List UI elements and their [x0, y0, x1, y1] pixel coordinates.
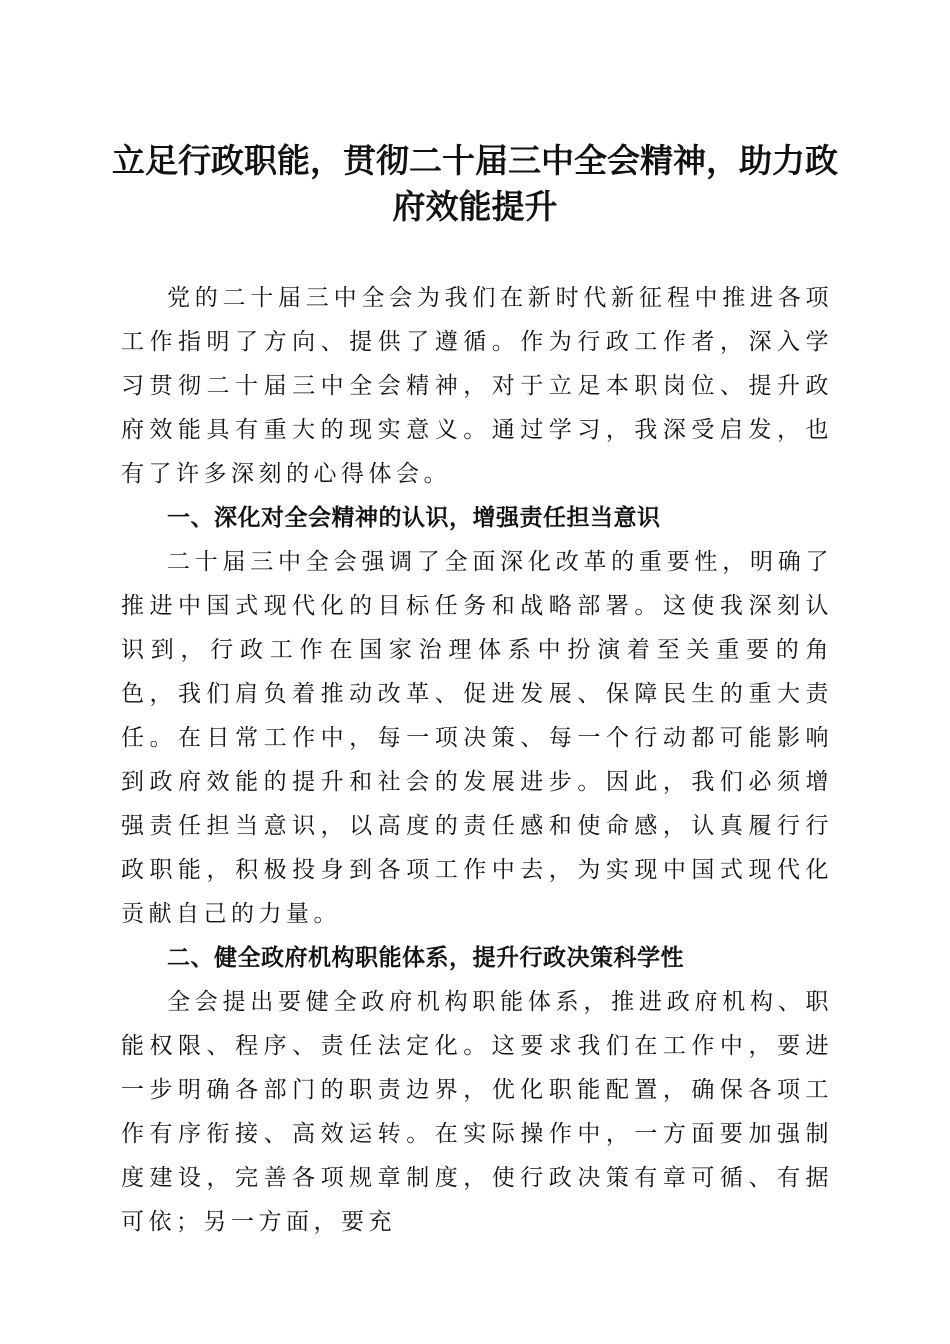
document-title: 立足行政职能，贯彻二十届三中全会精神，助力政府效能提升 — [112, 141, 838, 226]
section-1 — [121, 496, 833, 936]
section-heading: 一、深化对全会精神的认识，增强责任担当意识 — [167, 505, 661, 531]
section-heading: 二、健全政府机构职能体系，提升行政决策科学性 — [167, 945, 684, 971]
section-paragraph: 二十届三中全会强调了全面深化改革的重要性，明确了推进中国式现代化的目标任务和战略部署。这使我深刻认识到，行政工作在国家治理体系中扮演着至关重要的角色，我们肩负着推动改革、促进发展、保障民生的重大责任。在日常工作中，每一项决策、每一个行动都可能影响到政府效能的提升和社会的发展进步。因此，我们必须增强责任担当意识，以高度的责任感和使命感，认真履行行政职能，积极投身到各项工作中去，为实现中国式现代化贡献自己的力量。 — [121, 549, 833, 927]
section-paragraph: 全会提出要健全政府机构职能体系，推进政府机构、职能权限、程序、责任法定化。这要求我们在工作中，要进一步明确各部门的职责边界，优化职能配置，确保各项工作有序衔接、高效运转。在实际操作中，一方面要加强制度建设，完善各项规章制度，使行政决策有章可循、有据可依；另一方面，要充 — [121, 989, 833, 1235]
document-body — [121, 276, 833, 1244]
section-2 — [121, 936, 833, 1244]
intro-paragraph: 党的二十届三中全会为我们在新时代新征程中推进各项工作指明了方向、提供了遵循。作为行政工作者，深入学习贯彻二十届三中全会精神，对于立足本职岗位、提升政府效能具有重大的现实意义。通过学习，我深受启发，也有了许多深刻的心得体会。 — [121, 285, 833, 487]
